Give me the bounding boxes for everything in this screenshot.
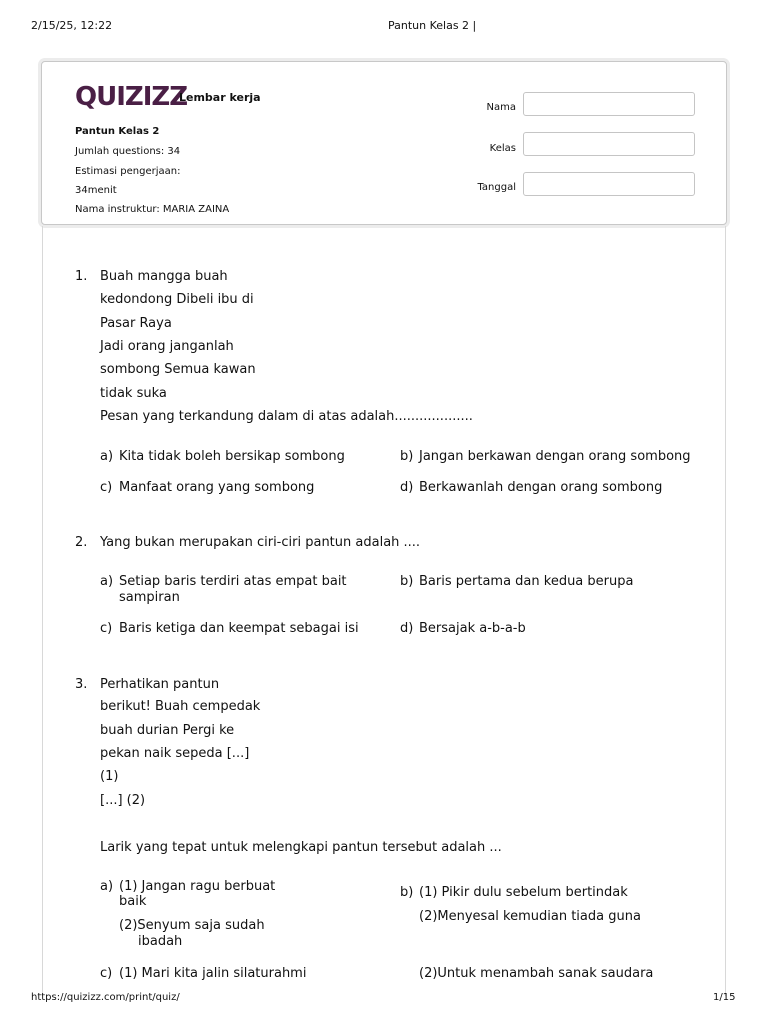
question-line: Buah mangga buah bbox=[100, 269, 228, 284]
print-url: https://quizizz.com/print/quiz/ bbox=[31, 992, 180, 1003]
print-page-number: 1/15 bbox=[713, 992, 736, 1003]
question-line: kedondong Dibeli ibu di bbox=[100, 292, 254, 307]
option-letter: c) bbox=[100, 621, 113, 636]
question-line: berikut! Buah cempedak bbox=[100, 699, 261, 714]
question-line: Pasar Raya bbox=[100, 316, 172, 331]
option-text: Bersajak a-b-a-b bbox=[419, 621, 526, 636]
answer-option bbox=[400, 449, 691, 464]
option-letter: c) bbox=[100, 966, 113, 981]
option-text-continued: sampiran bbox=[119, 590, 180, 605]
option-text-continued: (2)Menyesal kemudian tiada guna bbox=[419, 909, 641, 924]
question-count: Jumlah questions: 34 bbox=[75, 146, 181, 157]
option-letter: b) bbox=[400, 885, 414, 900]
option-text: (1) Pikir dulu sebelum bertindak bbox=[419, 885, 628, 900]
question-line: Yang bukan merupakan ciri-ciri pantun adalah .... bbox=[100, 535, 421, 550]
option-letter: d) bbox=[400, 621, 414, 636]
option-text: Setiap baris terdiri atas empat bait bbox=[119, 574, 347, 589]
class-field[interactable] bbox=[523, 132, 695, 156]
option-text: (1) Mari kita jalin silaturahmi bbox=[119, 966, 307, 981]
quiz-title: Pantun Kelas 2 bbox=[75, 126, 160, 137]
name-field[interactable] bbox=[523, 92, 695, 116]
question-line: pekan naik sepeda [...] bbox=[100, 746, 250, 761]
answer-option bbox=[100, 966, 306, 981]
option-letter: c) bbox=[100, 480, 113, 495]
question-line: Pesan yang terkandung dalam di atas adalah................... bbox=[100, 409, 473, 424]
option-letter: a) bbox=[100, 449, 114, 464]
estimate-label: Estimasi pengerjaan: bbox=[75, 166, 181, 177]
print-date: 2/15/25, 12:22 bbox=[31, 19, 113, 32]
answer-option bbox=[100, 480, 314, 495]
option-letter: d) bbox=[400, 480, 414, 495]
option-text: Berkawanlah dengan orang sombong bbox=[419, 480, 663, 495]
option-letter: b) bbox=[400, 449, 414, 464]
answer-option bbox=[100, 449, 345, 464]
date-field[interactable] bbox=[523, 172, 695, 196]
answer-option bbox=[400, 621, 526, 636]
option-text: (1) Jangan ragu berbuat bbox=[119, 879, 276, 894]
answer-option bbox=[400, 480, 662, 495]
option-text-continued: ibadah bbox=[138, 934, 183, 949]
option-text: Kita tidak boleh bersikap sombong bbox=[119, 449, 345, 464]
option-letter: a) bbox=[100, 574, 114, 589]
question-line: Larik yang tepat untuk melengkapi pantun tersebut adalah ... bbox=[100, 840, 502, 855]
option-text: Manfaat orang yang sombong bbox=[119, 480, 315, 495]
option-text-continued: (2)Senyum saja sudah bbox=[119, 918, 265, 933]
question-line: (1) bbox=[100, 769, 119, 784]
question-number: 1. bbox=[75, 269, 88, 284]
option-letter: a) bbox=[100, 879, 114, 894]
option-text: Jangan berkawan dengan orang sombong bbox=[419, 449, 691, 464]
instructor-name: Nama instruktur: MARIA ZAINA bbox=[75, 204, 230, 215]
question-number: 2. bbox=[75, 535, 88, 550]
answer-option bbox=[100, 879, 275, 894]
question-line: tidak suka bbox=[100, 386, 167, 401]
answer-option bbox=[400, 885, 628, 900]
question-number: 3. bbox=[75, 677, 88, 692]
estimate-value: 34menit bbox=[75, 185, 117, 196]
print-title: Pantun Kelas 2 | bbox=[388, 19, 477, 32]
worksheet-label: Lembar kerja bbox=[179, 91, 261, 104]
option-text-continued: (2)Untuk menambah sanak saudara bbox=[419, 966, 654, 981]
quizizz-logo: QUIZIZZ bbox=[75, 82, 188, 112]
question-line: sombong Semua kawan bbox=[100, 362, 256, 377]
option-letter: b) bbox=[400, 574, 414, 589]
worksheet-header bbox=[41, 61, 727, 225]
class-label: Kelas bbox=[489, 143, 516, 154]
question-line: Jadi orang janganlah bbox=[100, 339, 234, 354]
question-line: buah durian Pergi ke bbox=[100, 723, 235, 738]
question-line: [...] (2) bbox=[100, 793, 146, 808]
answer-option bbox=[100, 574, 347, 589]
question-line: Perhatikan pantun bbox=[100, 677, 220, 692]
date-label: Tanggal bbox=[477, 182, 516, 193]
option-text: Baris ketiga dan keempat sebagai isi bbox=[119, 621, 359, 636]
option-text-continued: baik bbox=[119, 894, 147, 909]
answer-option bbox=[400, 574, 633, 589]
name-label: Nama bbox=[486, 102, 516, 113]
answer-option bbox=[100, 621, 359, 636]
option-text: Baris pertama dan kedua berupa bbox=[419, 574, 634, 589]
